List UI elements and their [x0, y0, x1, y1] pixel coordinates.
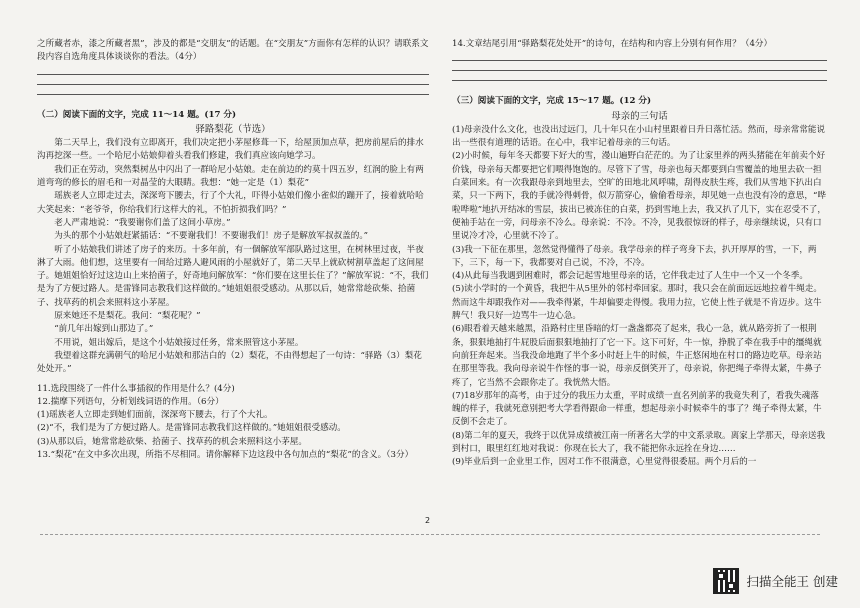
- paragraph: (2)小时候，每年冬天都要下好大的雪，漫山遍野白茫茫的。为了让家里养的两头猪能在年前卖个好价钱，母亲每天都要把它们喂得饱饱的。尽管下了雪，母亲也每天都要到白雪覆盖的地里去砍一担白菜回来。有一次我跟母亲到地里去，空旷的田地北风呼啸，刮得皮肤生疼，我们从雪地下扒出白菜，只一下两下，我的手就冷得刺骨，似万箭穿心，偷偷看母亲，却见她一点也没有冷的意思，“哗啦哗啦”地扒开结冰的雪层，拔出已被冻住的白菜，扔到雪地上去，我又扒了几下，实在忍受不了，便袖手站在一旁，问母亲不冷么。母亲说：不冷。不冷，见我很惊讶的样子，母亲继续说，只有口里说冷才冷，心里就不冷了。: [452, 151, 826, 242]
- question-12-item-2: (2)“不，我们是为了方便过路人。是雷锋同志教我们这样做的。”她姐姐很受感动。: [37, 423, 346, 434]
- question-11: 11.选段围绕了一件什么事插叙的作用是什么？(4分): [37, 383, 235, 394]
- right-column: [452, 38, 827, 470]
- page-number: 2: [425, 516, 431, 525]
- question-12-item-3: (3)从那以后，她常常趁砍柴、拾菌子、找草药的机会来照料这小茅屋。: [37, 436, 307, 447]
- paragraph: 老人严肃地说：“我要谢你们盖了这间小草房。”: [54, 217, 231, 228]
- paragraph: (3)我一下征在那里，忽然觉得懂得了母亲。我学母亲的样子弯身下去，扒开厚厚的雪，一下，两下，三下，每一下，我都要对自己说，不冷，不冷。: [452, 244, 817, 268]
- paragraph: 我们正在劳动，突然梨树丛中闪出了一群哈尼小姑娘。走在前边的约莫十四五岁，红润的脸上有两道弯弯的修长的眉毛和一对晶莹的大眼睛。我想：“她一定是（1）梨花”: [37, 164, 424, 189]
- left-column: [37, 38, 429, 462]
- paragraph: 第二天早上，我们没有立即离开，我们决定把小茅屋修葺一下，给屋顶加点草，把房前屋后的排水沟再挖深一些。一个哈尼小姑娘仰着头看我们修建，我们真应该向她学习。: [37, 138, 424, 162]
- paragraph: 为头的那个小姑娘赶紧插话：“不要谢我们！不要谢我们！房子是解放军叔叔盖的。”: [54, 231, 369, 242]
- watermark-text: 扫描全能王 创建: [746, 574, 838, 589]
- section-3-heading: （三）阅读下面的文字，完成 15～17 题。(12 分): [452, 96, 652, 107]
- paragraph: 瑶族老人立即走过去，深深弯下腰去，行了个大礼，吓得小姑娘们像小雀似的蹦开了，接着就哈哈大笑起来：“老爷爷，你给我们行这样大的礼，不怕折损我们吗？”: [37, 191, 424, 215]
- paragraph: (5)读小学时的一个黄昏，我把牛从5里外的邻村牵回家。那时，我只会在前面远远地拉着牛绳走。然而这牛却跟我作对——我牵得紧，牛却偏要走得慢。我用力拉，它使上性子就是不肯迈步。这牛脾气！我只好一边骂牛一边心急。: [452, 284, 822, 322]
- question-13: 13.“梨花”在文中多次出现，所指不尽相同。请你解释下边这段中各句加点的“梨花”的含义。（3分）: [37, 450, 414, 461]
- answer-line: [37, 74, 429, 75]
- paragraph: 我望着这群充满朝气的哈尼小姑娘和那洁白的（2）梨花，不由得想起了一句诗：“驿路（3）梨花处处开。”: [37, 350, 422, 375]
- story-title: 驿路梨花（节选）: [195, 123, 271, 135]
- answer-line: [452, 60, 827, 61]
- paragraph: (9)毕业后到一企业里工作，因对工作不很满意，心里觉得很委屈。两个月后的一: [452, 457, 757, 468]
- section-2-heading: （二）阅读下面的文字，完成 11～14 题。(17 分): [37, 109, 237, 120]
- answer-line: [37, 84, 429, 85]
- paragraph: (8)第二年的夏天，我终于以优异成绩被江南一所著名大学的中文系录取。离家上学那天，母亲送我到村口，眼里红红地对我说：你现在长大了，我不能把你永远拴在身边……: [452, 430, 826, 455]
- binding-line: [40, 534, 820, 535]
- paragraph: (1)母亲没什么文化，也没出过远门，几十年只在小山村里跟着日升日落忙活。然而，母亲常常能说出一些很有道理的话语。在心中，我牢记着母亲的三句话。: [452, 124, 826, 149]
- paragraph: 原来她还不是梨花。我问：“梨花呢？”: [54, 311, 201, 322]
- paragraph: (6)眼看着天越来越黑，沿路村庄里昏暗的灯一盏盏都亮了起来，我心一急，就从路旁折了一根荆条，狠狠地抽打牛屁股后面狠狠地抽打了它一下。这下可好，牛一惊，挣脱了牵在我手中的缰绳就向前狂奔起来。当我没命地跑了半个多小时赶上牛的时候，牛正悠闲地在村口的路边吃草。母亲站在那里等我。我向母亲说牛作怪的事一说，母亲反倒笑开了，母亲说，你把绳子牵得太紧，牛鼻子疼了，它当然不会跟你走了。我恍然大悟。: [452, 324, 822, 388]
- story-title: 母亲的三句话: [611, 110, 668, 122]
- paragraph: (7)18岁那年的高考，由于过分的我压力太重，平时成绩一直名列前茅的我竟失利了，看我失魂落魄的样子，我就死意别把考大学看得跟命一样重，想起母亲小时候牵牛的事了？绳子牵得太紧，牛反倒不会走了。: [452, 390, 822, 428]
- paragraph: “前几年出嫁到山那边了。”: [54, 324, 154, 335]
- paragraph: 不用说，姐出嫁后，是这个小姑娘接过任务，常来照管这小茅屋。: [54, 337, 304, 348]
- scanner-watermark: [713, 568, 838, 594]
- question-12-item-1: (1)瑶族老人立即走到她们面前，深深弯下腰去，行了个大礼。: [37, 410, 273, 421]
- question-10-continued: 之所藏者赤，漆之所藏者黑”，涉及的都是“交朋友”的话题。在“交朋友”方面你有怎样的认识？请联系文段内容自选角度具体谈谈你的看法。（4分）: [37, 39, 429, 63]
- answer-line: [452, 70, 827, 71]
- question-12: 12.揣摩下列语句，分析划线词语的作用。（6分）: [37, 396, 224, 407]
- paragraph: (4)从此每当我遇到困难时，都会记起雪地里母亲的话，它伴我走过了人生中一个又一个冬季。: [452, 271, 808, 282]
- question-14: 14.文章结尾引用“驿路梨花处处开”的诗句，在结构和内容上分别有何作用？（4分）: [452, 39, 773, 49]
- paragraph: 听了小姑娘我们讲述了房子的来历。十多年前，有一個解放军部队路过这里，在树林里过夜，半夜淋了大雨。他们想，这里要有一间给过路人避风雨的小屋就好了，第二天早上就砍树割草盖起了这间屋子。她姐姐恰好过这边山上来拾菌子，好奇地问解放军：“你们要在这里长住了？”解放军说：“不，我们是为了方便过路人。是雷锋同志教我们这样做的。”她姐姐很受感动。从那以后，她常常趁砍柴、拾菌子、找草药的机会来照料这小茅屋。: [37, 244, 429, 308]
- qr-code-icon: [713, 568, 739, 594]
